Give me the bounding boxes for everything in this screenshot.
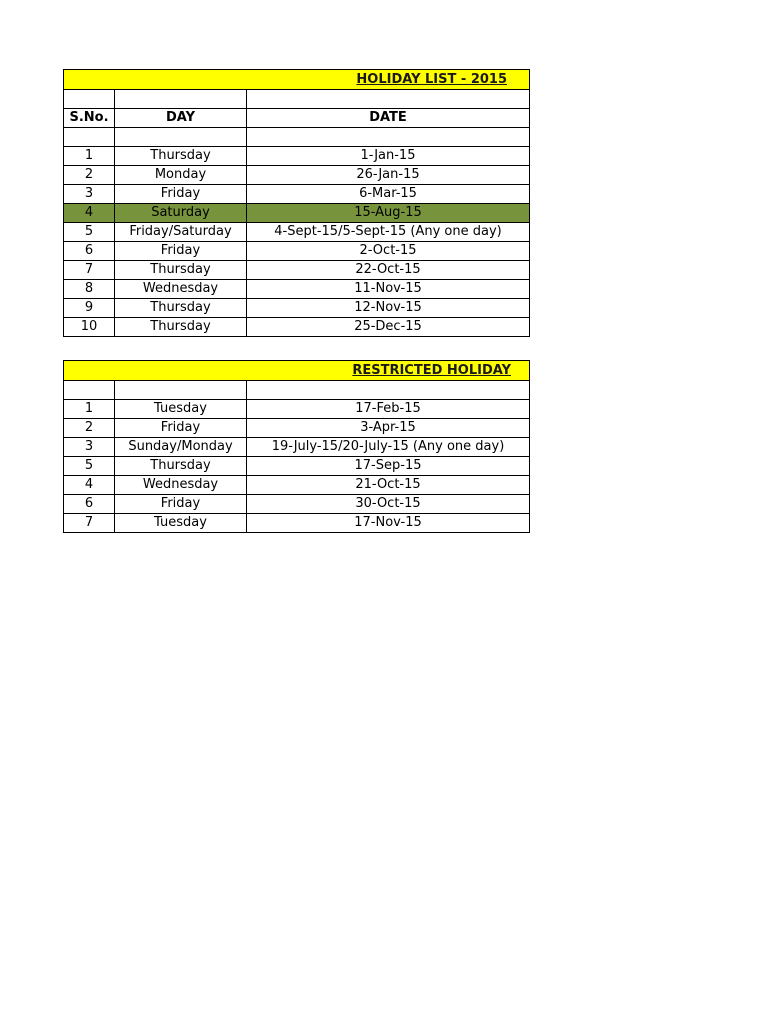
day-cell[interactable]: Tuesday [115, 400, 247, 419]
empty-cell[interactable] [115, 128, 247, 147]
empty-cell[interactable] [115, 381, 247, 400]
day-cell[interactable]: Friday [115, 185, 247, 204]
day-cell[interactable]: Friday [115, 495, 247, 514]
sno-cell[interactable]: 6 [64, 495, 115, 514]
date-cell[interactable]: 4-Sept-15/5-Sept-15 (Any one day) [247, 223, 530, 242]
holiday-list-title-row [64, 70, 530, 90]
day-cell[interactable]: Friday/Saturday [115, 223, 247, 242]
date-cell[interactable]: 2-Oct-15 [247, 242, 530, 261]
table-row [64, 457, 530, 476]
table-row [64, 438, 530, 457]
day-cell[interactable]: Thursday [115, 318, 247, 337]
date-cell[interactable]: 6-Mar-15 [247, 185, 530, 204]
date-cell[interactable]: 25-Dec-15 [247, 318, 530, 337]
table-row [64, 299, 530, 318]
table-row [64, 400, 530, 419]
title-cell[interactable] [64, 361, 530, 381]
blank-row [64, 381, 530, 400]
day-cell[interactable]: Thursday [115, 147, 247, 166]
restricted-holiday-table [63, 360, 530, 533]
empty-cell[interactable] [247, 128, 530, 147]
day-cell[interactable]: Wednesday [115, 476, 247, 495]
day-cell[interactable]: Saturday [115, 204, 247, 223]
holiday-list-table [63, 69, 530, 337]
blank-row [64, 90, 530, 109]
table-row [64, 147, 530, 166]
table-row [64, 476, 530, 495]
date-cell[interactable]: 17-Nov-15 [247, 514, 530, 533]
title-cell[interactable] [64, 70, 530, 90]
table-row [64, 419, 530, 438]
day-cell[interactable]: Thursday [115, 261, 247, 280]
table-row [64, 185, 530, 204]
sno-cell[interactable]: 2 [64, 166, 115, 185]
sno-cell[interactable]: 1 [64, 147, 115, 166]
sno-cell[interactable]: 7 [64, 514, 115, 533]
date-cell[interactable]: 26-Jan-15 [247, 166, 530, 185]
day-cell[interactable]: Friday [115, 419, 247, 438]
date-cell[interactable]: 11-Nov-15 [247, 280, 530, 299]
table-row [64, 223, 530, 242]
table-row [64, 242, 530, 261]
empty-cell[interactable] [247, 381, 530, 400]
restricted-holiday-title-row [64, 361, 530, 381]
highlighted-row [64, 204, 530, 223]
date-cell[interactable]: 17-Feb-15 [247, 400, 530, 419]
empty-cell[interactable] [247, 90, 530, 109]
date-cell[interactable]: 1-Jan-15 [247, 147, 530, 166]
date-cell[interactable]: 15-Aug-15 [247, 204, 530, 223]
day-cell[interactable]: Thursday [115, 457, 247, 476]
date-cell[interactable]: 3-Apr-15 [247, 419, 530, 438]
day-cell[interactable]: Tuesday [115, 514, 247, 533]
empty-cell[interactable] [64, 381, 115, 400]
empty-cell[interactable] [64, 128, 115, 147]
table-row [64, 495, 530, 514]
date-cell[interactable]: 19-July-15/20-July-15 (Any one day) [247, 438, 530, 457]
sno-cell[interactable]: 3 [64, 185, 115, 204]
empty-cell[interactable] [64, 90, 115, 109]
date-cell[interactable]: 21-Oct-15 [247, 476, 530, 495]
holiday-list-title: HOLIDAY LIST - 2015 [356, 71, 508, 87]
day-cell[interactable]: Monday [115, 166, 247, 185]
sno-cell[interactable]: 5 [64, 223, 115, 242]
sno-cell[interactable]: 4 [64, 476, 115, 495]
sno-cell[interactable]: 10 [64, 318, 115, 337]
table-row [64, 261, 530, 280]
sno-cell[interactable]: 3 [64, 438, 115, 457]
sno-cell[interactable]: 6 [64, 242, 115, 261]
day-cell[interactable]: Thursday [115, 299, 247, 318]
table-row [64, 318, 530, 337]
sno-cell[interactable]: 1 [64, 400, 115, 419]
date-cell[interactable]: 17-Sep-15 [247, 457, 530, 476]
table-row [64, 166, 530, 185]
day-cell[interactable]: Friday [115, 242, 247, 261]
empty-cell[interactable] [115, 90, 247, 109]
table-row [64, 280, 530, 299]
table-row [64, 514, 530, 533]
sno-cell[interactable]: 2 [64, 419, 115, 438]
sno-cell[interactable]: 7 [64, 261, 115, 280]
column-header-day[interactable]: DAY [115, 109, 247, 128]
sno-cell[interactable]: 9 [64, 299, 115, 318]
date-cell[interactable]: 12-Nov-15 [247, 299, 530, 318]
blank-row [64, 128, 530, 147]
date-cell[interactable]: 22-Oct-15 [247, 261, 530, 280]
column-header-row [64, 109, 530, 128]
date-cell[interactable]: 30-Oct-15 [247, 495, 530, 514]
column-header-date[interactable]: DATE [247, 109, 530, 128]
day-cell[interactable]: Wednesday [115, 280, 247, 299]
sno-cell[interactable]: 5 [64, 457, 115, 476]
sno-cell[interactable]: 8 [64, 280, 115, 299]
day-cell[interactable]: Sunday/Monday [115, 438, 247, 457]
column-header-sno[interactable]: S.No. [64, 109, 115, 128]
restricted-holiday-title: RESTRICTED HOLIDAY [352, 362, 511, 378]
sno-cell[interactable]: 4 [64, 204, 115, 223]
